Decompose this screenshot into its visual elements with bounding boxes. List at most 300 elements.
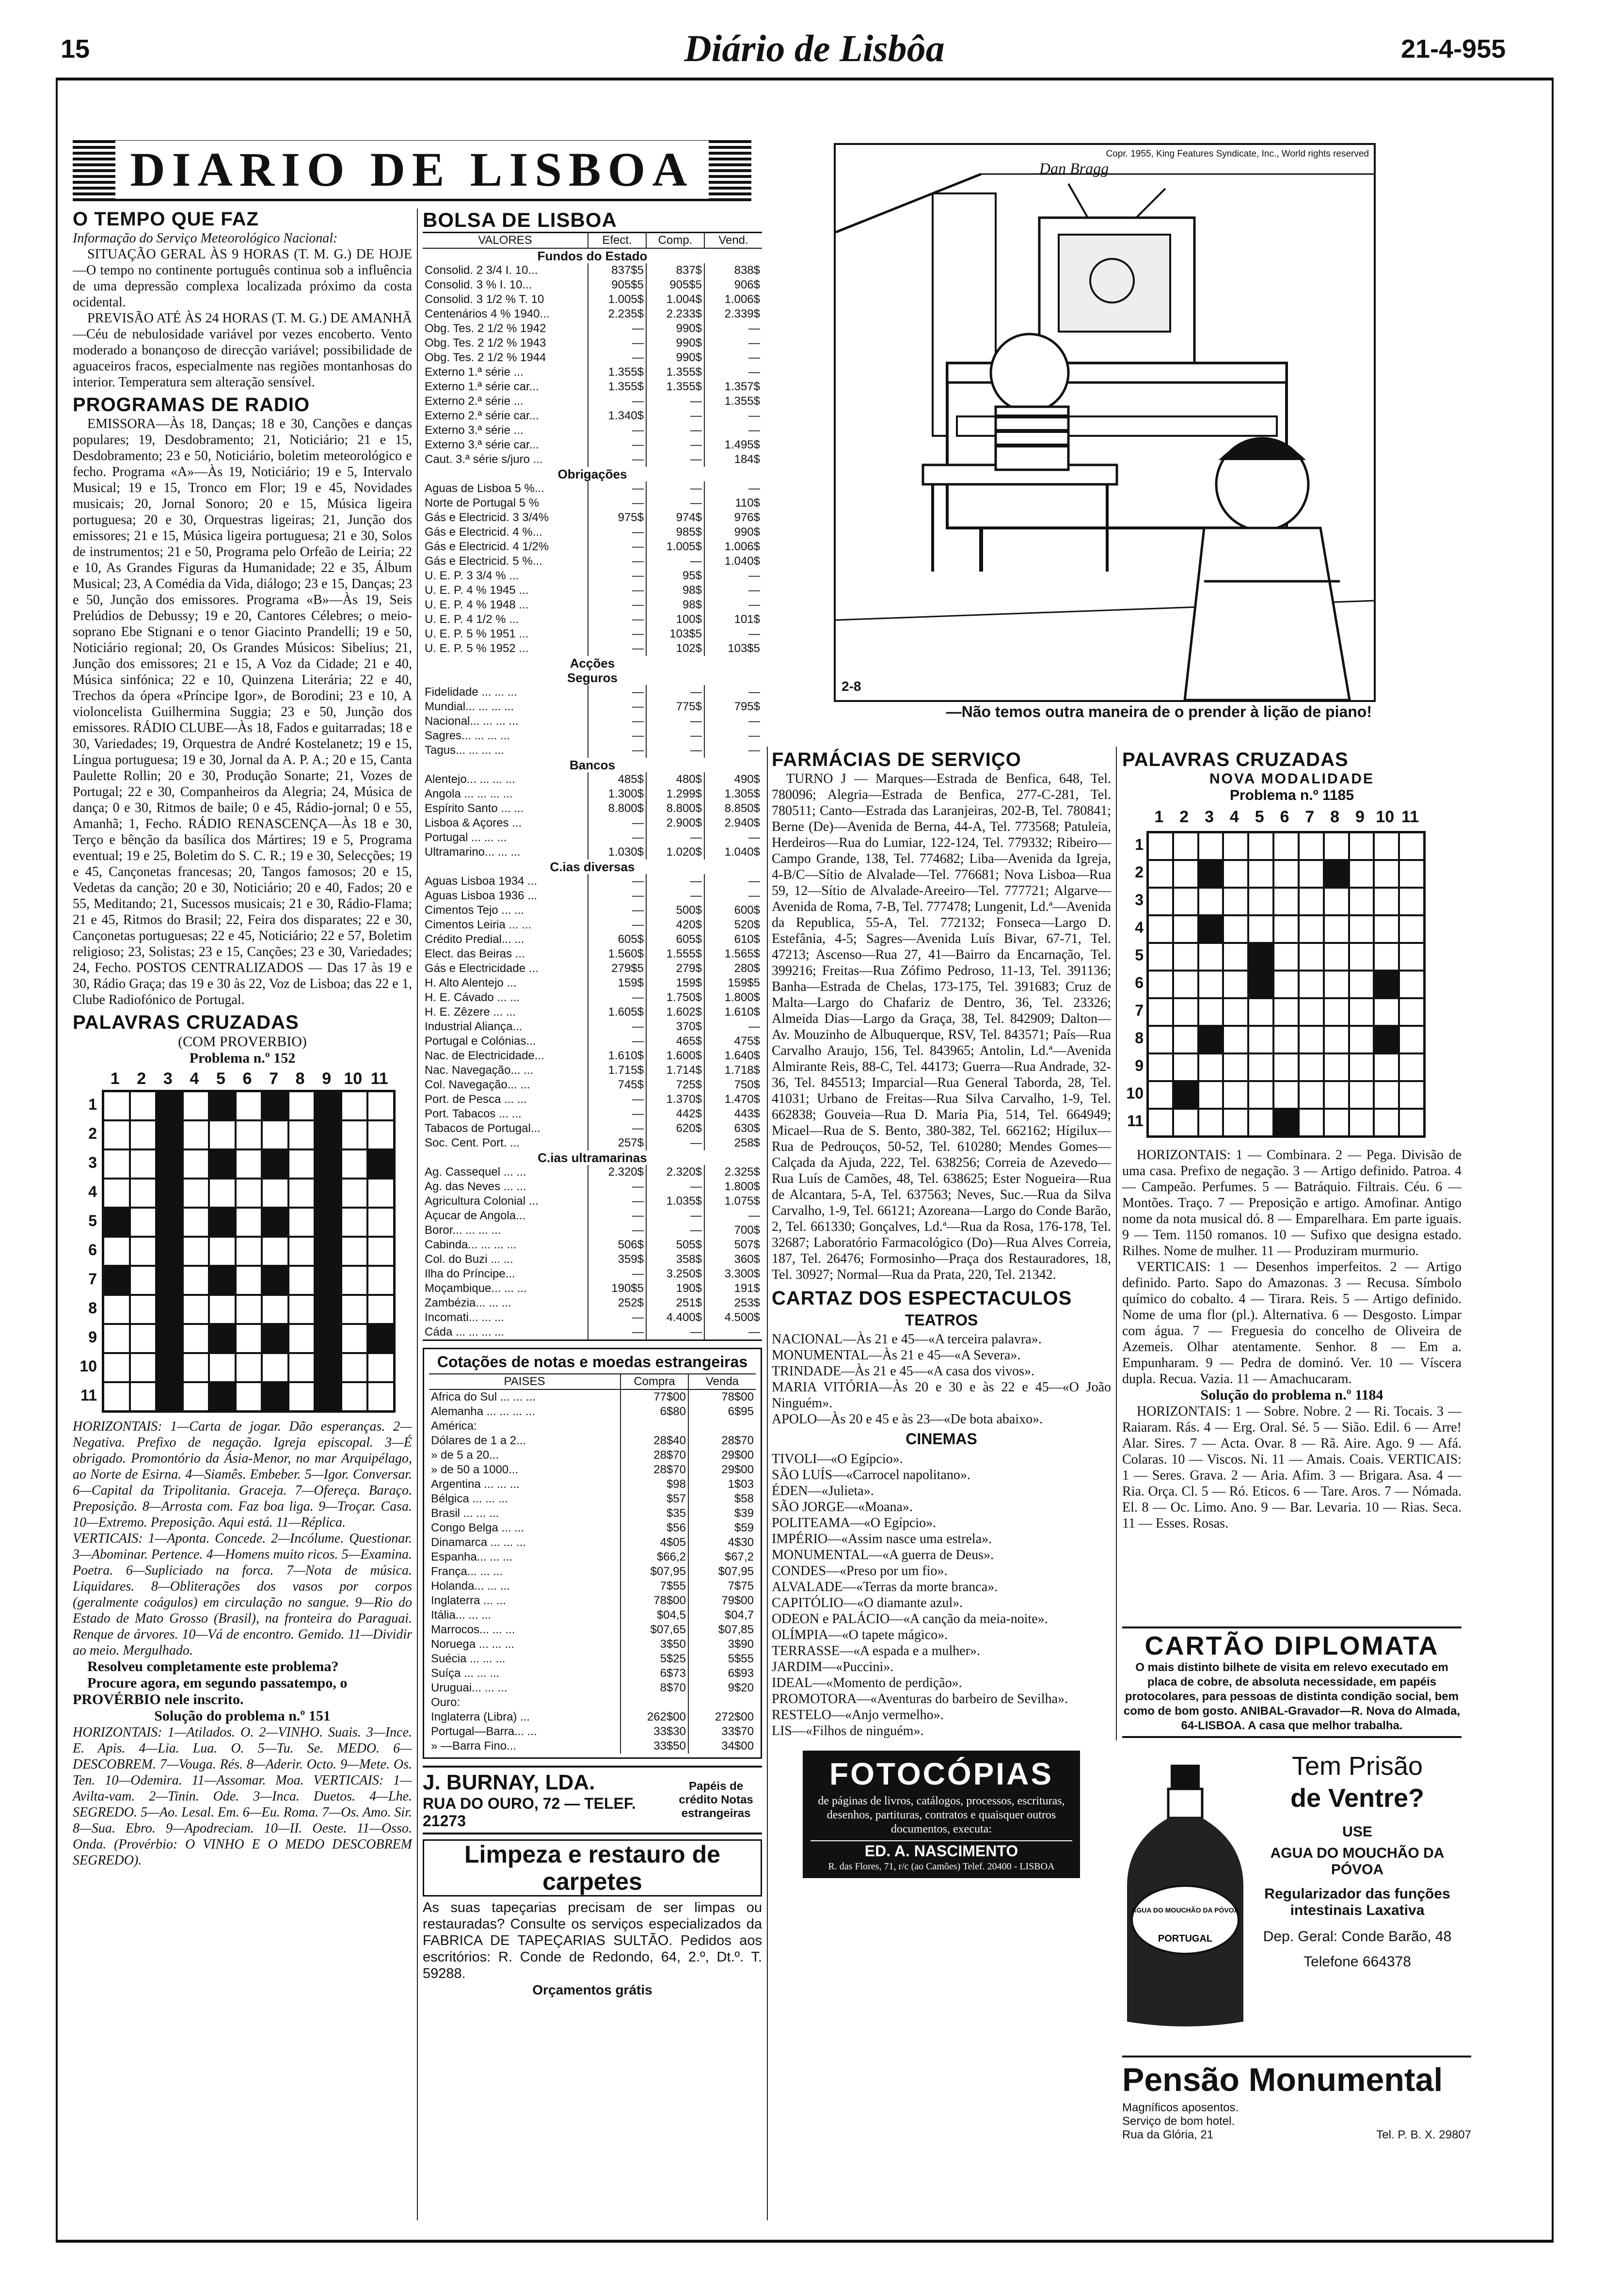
crossword-cell[interactable] <box>156 1179 183 1208</box>
crossword-cell[interactable] <box>315 1353 341 1382</box>
bolsa-cell-value: — <box>588 700 646 714</box>
crossword-cell[interactable] <box>367 1353 394 1382</box>
crossword-cell[interactable] <box>1299 943 1324 971</box>
crossword-cell[interactable] <box>367 1295 394 1324</box>
cotacoes-cell-country: » de 50 a 1000... <box>431 1463 519 1476</box>
crossword-cell[interactable] <box>1299 832 1324 860</box>
bolsa-row <box>423 1223 762 1238</box>
crossword-cell[interactable] <box>1198 888 1224 915</box>
crossword-cell[interactable] <box>1399 1109 1424 1136</box>
crossword-cell[interactable] <box>1148 888 1173 915</box>
crossword-cell[interactable] <box>183 1266 209 1295</box>
bolsa-cell-value: 190$ <box>646 1281 704 1296</box>
crossword-cell[interactable] <box>1148 1026 1173 1053</box>
crossword-cell[interactable] <box>1324 888 1349 915</box>
crossword-cell[interactable] <box>156 1208 183 1237</box>
cinema-item: MONUMENTAL—«A guerra de Deus». <box>772 1547 994 1563</box>
bolsa-cell-value: — <box>704 365 762 380</box>
crossword-cell[interactable] <box>1223 1109 1248 1136</box>
bolsa-cell-value: 990$ <box>704 525 762 540</box>
bolsa-cell-value: — <box>588 903 646 918</box>
crossword-cell[interactable] <box>103 1091 130 1120</box>
crossword-cell[interactable] <box>1273 1026 1299 1053</box>
crossword-cell[interactable] <box>315 1266 341 1295</box>
crossword-col-number: 1 <box>110 1069 120 1088</box>
bolsa-cell-value: 102$ <box>646 641 704 656</box>
crossword-cell[interactable] <box>1173 943 1198 971</box>
crossword-cell[interactable] <box>315 1382 341 1411</box>
crossword-cell[interactable] <box>288 1295 315 1324</box>
crossword-cell[interactable] <box>1324 1109 1349 1136</box>
crossword-cell[interactable] <box>183 1382 209 1411</box>
crossword-cell[interactable] <box>209 1208 236 1237</box>
crossword-cell[interactable] <box>183 1324 209 1353</box>
crossword-cell[interactable] <box>1273 832 1299 860</box>
crossword-cell[interactable] <box>1173 888 1198 915</box>
crossword-cell[interactable] <box>1299 998 1324 1026</box>
crossword-cell[interactable] <box>1349 860 1374 888</box>
crossword-cell[interactable] <box>1173 1081 1198 1109</box>
crossword-cell[interactable] <box>1148 1081 1173 1109</box>
crossword-cell[interactable] <box>1299 1109 1324 1136</box>
crossword-cell[interactable] <box>1273 998 1299 1026</box>
crossword-cell[interactable] <box>236 1237 262 1266</box>
crossword-cell[interactable] <box>1223 1053 1248 1081</box>
crossword-cell[interactable] <box>1374 998 1399 1026</box>
crossword-cell[interactable] <box>288 1237 315 1266</box>
crossword-cell[interactable] <box>1299 1053 1324 1081</box>
crossword-cell[interactable] <box>1173 1109 1198 1136</box>
cotacoes-cell-value: 29$00 <box>688 1463 756 1477</box>
crossword-cell[interactable] <box>209 1266 236 1295</box>
crossword-cell[interactable] <box>1349 1026 1374 1053</box>
crossword-cell[interactable] <box>262 1237 288 1266</box>
bolsa-row <box>423 1238 762 1252</box>
crossword-cell[interactable] <box>130 1295 157 1324</box>
crossword-cell[interactable] <box>209 1237 236 1266</box>
crossword-cell[interactable] <box>341 1324 368 1353</box>
crossword-cell[interactable] <box>1248 998 1273 1026</box>
crossword-cell[interactable] <box>156 1266 183 1295</box>
cartoon-copyright: Copr. 1955, King Features Syndicate, Inc., World rights reserved <box>1106 149 1369 159</box>
crossword-cell[interactable] <box>341 1382 368 1411</box>
crossword-cell[interactable] <box>1173 1053 1198 1081</box>
crossword-cell[interactable] <box>236 1353 262 1382</box>
crossword-cell[interactable] <box>1349 1081 1374 1109</box>
crossword-cell[interactable] <box>367 1208 394 1237</box>
crossword-cell[interactable] <box>1273 1053 1299 1081</box>
crossword-cell[interactable] <box>315 1324 341 1353</box>
crossword-cell[interactable] <box>183 1179 209 1208</box>
crossword-cell[interactable] <box>341 1353 368 1382</box>
crossword-cell[interactable] <box>103 1120 130 1149</box>
crossword-cell[interactable] <box>1299 860 1324 888</box>
crossword-cell[interactable] <box>315 1208 341 1237</box>
cotacoes-row <box>429 1404 756 1419</box>
cartoon-caption: —Não temos outra maneira de o prender à lição de piano! <box>946 703 1372 720</box>
crossword-cell[interactable] <box>288 1091 315 1120</box>
teatro-item: NACIONAL—Às 21 e 45—«A terceira palavra». <box>772 1332 1042 1347</box>
crossword-cell[interactable] <box>236 1120 262 1149</box>
crossword-cell[interactable] <box>156 1091 183 1120</box>
crossword-cell[interactable] <box>288 1179 315 1208</box>
crossword-cell[interactable] <box>236 1324 262 1353</box>
column-divider-2 <box>767 747 768 2220</box>
bolsa-row <box>423 263 762 278</box>
crossword-cell[interactable] <box>103 1179 130 1208</box>
crossword-cell[interactable] <box>1299 1081 1324 1109</box>
bolsa-cell-value: — <box>704 1209 762 1223</box>
bolsa-cell-value: — <box>588 1310 646 1325</box>
crossword-cell[interactable] <box>1223 998 1248 1026</box>
crossword-cell[interactable] <box>1198 998 1224 1026</box>
crossword-cell[interactable] <box>1273 1109 1299 1136</box>
crossword-cell[interactable] <box>1148 1053 1173 1081</box>
crossword-cell[interactable] <box>1399 888 1424 915</box>
crossword-cell[interactable] <box>367 1091 394 1120</box>
crossword-cell[interactable] <box>1374 1026 1399 1053</box>
cotacoes-cell-value: 33$70 <box>688 1724 756 1739</box>
crossword-cell[interactable] <box>236 1382 262 1411</box>
crossword-row-number: 2 <box>1135 863 1144 881</box>
crossword-cell[interactable] <box>288 1266 315 1295</box>
crossword-cell[interactable] <box>1173 832 1198 860</box>
crossword-cell[interactable] <box>367 1382 394 1411</box>
bolsa-cell-name: Gás e Electricid. 4 %... <box>425 526 542 539</box>
crossword-cell[interactable] <box>1399 1053 1424 1081</box>
crossword-cell[interactable] <box>1173 998 1198 1026</box>
crossword-cell[interactable] <box>209 1120 236 1149</box>
crossword-cell[interactable] <box>315 1120 341 1149</box>
crossword-cell[interactable] <box>341 1120 368 1149</box>
crossword-cell[interactable] <box>367 1149 394 1179</box>
crossword-cell[interactable] <box>341 1149 368 1179</box>
crossword-cell[interactable] <box>1324 1026 1349 1053</box>
crossword-cell[interactable] <box>1198 1081 1224 1109</box>
crossword-cell[interactable] <box>1198 860 1224 888</box>
crossword-cell[interactable] <box>1248 888 1273 915</box>
crossword-cell[interactable] <box>1148 915 1173 943</box>
agua-desc: Regularizador das funções intestinais Laxativa <box>1264 1886 1450 1918</box>
crossword-cell[interactable] <box>1324 832 1349 860</box>
crossword-cell[interactable] <box>1399 971 1424 998</box>
crossword-left-grid <box>102 1090 396 1413</box>
bolsa-row <box>423 394 762 409</box>
crossword-cell[interactable] <box>156 1149 183 1179</box>
crossword-cell[interactable] <box>1299 971 1324 998</box>
crossword-cell[interactable] <box>130 1266 157 1295</box>
crossword-cell[interactable] <box>236 1266 262 1295</box>
crossword-cell[interactable] <box>1148 971 1173 998</box>
crossword-left-question-1: Resolveu completamente este problema? <box>87 1658 339 1674</box>
crossword-cell[interactable] <box>1399 1026 1424 1053</box>
crossword-cell[interactable] <box>103 1208 130 1237</box>
bolsa-section-name: C.ias diversas <box>550 860 635 874</box>
crossword-col-number: 8 <box>295 1069 305 1088</box>
bolsa-cell-value: 2.940$ <box>704 816 762 830</box>
crossword-cell[interactable] <box>236 1295 262 1324</box>
crossword-cell[interactable] <box>130 1120 157 1149</box>
crossword-cell[interactable] <box>209 1149 236 1179</box>
crossword-cell[interactable] <box>1324 860 1349 888</box>
crossword-cell[interactable] <box>236 1091 262 1120</box>
crossword-cell[interactable] <box>209 1179 236 1208</box>
crossword-cell[interactable] <box>367 1266 394 1295</box>
crossword-cell[interactable] <box>1374 1053 1399 1081</box>
crossword-cell[interactable] <box>288 1208 315 1237</box>
crossword-cell[interactable] <box>1349 971 1374 998</box>
crossword-cell[interactable] <box>1374 915 1399 943</box>
crossword-cell[interactable] <box>1324 943 1349 971</box>
crossword-cell[interactable] <box>1198 971 1224 998</box>
crossword-cell[interactable] <box>1273 888 1299 915</box>
crossword-cell[interactable] <box>1299 1026 1324 1053</box>
cotacoes-cell-value: $57 <box>620 1492 688 1506</box>
crossword-cell[interactable] <box>156 1382 183 1411</box>
crossword-cell[interactable] <box>1248 1081 1273 1109</box>
crossword-cell[interactable] <box>1248 971 1273 998</box>
bolsa-cell-name: Agricultura Colonial ... <box>425 1195 539 1208</box>
crossword-cell[interactable] <box>341 1091 368 1120</box>
crossword-col-number: 9 <box>1355 808 1365 826</box>
crossword-cell[interactable] <box>1349 915 1374 943</box>
crossword-cell[interactable] <box>1248 832 1273 860</box>
crossword-cell[interactable] <box>1148 943 1173 971</box>
crossword-cell[interactable] <box>1148 832 1173 860</box>
crossword-cell[interactable] <box>262 1149 288 1179</box>
crossword-cell[interactable] <box>183 1353 209 1382</box>
bolsa-cell-value: — <box>704 423 762 438</box>
crossword-cell[interactable] <box>367 1324 394 1353</box>
bolsa-cell-value: — <box>588 1209 646 1223</box>
crossword-cell[interactable] <box>1223 915 1248 943</box>
crossword-cell[interactable] <box>1349 1109 1374 1136</box>
crossword-cell[interactable] <box>1223 1081 1248 1109</box>
crossword-cell[interactable] <box>1299 888 1324 915</box>
crossword-cell[interactable] <box>1273 943 1299 971</box>
crossword-cell[interactable] <box>1374 943 1399 971</box>
pensao-title: Pensão Monumental <box>1122 2061 1443 2098</box>
crossword-cell[interactable] <box>1324 1081 1349 1109</box>
crossword-cell[interactable] <box>209 1295 236 1324</box>
crossword-cell[interactable] <box>1198 1053 1224 1081</box>
crossword-cell[interactable] <box>1223 1026 1248 1053</box>
crossword-cell[interactable] <box>130 1237 157 1266</box>
crossword-cell[interactable] <box>1349 998 1374 1026</box>
crossword-cell[interactable] <box>341 1237 368 1266</box>
crossword-cell[interactable] <box>1399 915 1424 943</box>
crossword-right-clues-h: HORIZONTAIS: 1 — Combinara. 2 — Pega. Divisão de uma casa. Prefixo de negação. 3 — Artigo definido. Patroa. 4 — Campeão. Perfumes. 5 — Batráquio. Filtrais. Céu. 6 — Montões. Traço. 7 — Preposição e artigo. Amofinar. Antigo nome da nota musical dó. 8 — Emparelhara. Em parte iguais. 9 — Tem. 1150 romanos. 10 — Sufixo que designa estado. Rilhes. Nome de mulher. 11 — Produziram murmurio. <box>1122 1148 1462 1259</box>
crossword-cell[interactable] <box>1374 971 1399 998</box>
crossword-cell[interactable] <box>1248 943 1273 971</box>
crossword-cell[interactable] <box>1374 1109 1399 1136</box>
crossword-cell[interactable] <box>367 1179 394 1208</box>
crossword-cell[interactable] <box>209 1382 236 1411</box>
crossword-cell[interactable] <box>183 1237 209 1266</box>
crossword-cell[interactable] <box>1198 832 1224 860</box>
crossword-cell[interactable] <box>1324 1053 1349 1081</box>
crossword-cell[interactable] <box>1223 971 1248 998</box>
crossword-col-number: 3 <box>163 1069 173 1088</box>
crossword-cell[interactable] <box>1173 1026 1198 1053</box>
crossword-cell[interactable] <box>315 1179 341 1208</box>
bolsa-cell-value: 1.555$ <box>646 947 704 961</box>
crossword-cell[interactable] <box>103 1295 130 1324</box>
crossword-cell[interactable] <box>288 1353 315 1382</box>
bolsa-cell-value: 1.355$ <box>704 394 762 409</box>
crossword-cell[interactable] <box>288 1149 315 1179</box>
crossword-cell[interactable] <box>1273 915 1299 943</box>
crossword-cell[interactable] <box>1173 915 1198 943</box>
crossword-cell[interactable] <box>1374 888 1399 915</box>
crossword-cell[interactable] <box>156 1353 183 1382</box>
crossword-cell[interactable] <box>183 1120 209 1149</box>
crossword-cell[interactable] <box>1374 832 1399 860</box>
crossword-cell[interactable] <box>130 1382 157 1411</box>
crossword-cell[interactable] <box>1223 888 1248 915</box>
crossword-cell[interactable] <box>341 1266 368 1295</box>
crossword-cell[interactable] <box>103 1149 130 1179</box>
bolsa-cell-value: — <box>588 481 646 496</box>
crossword-cell[interactable] <box>1374 860 1399 888</box>
crossword-cell[interactable] <box>262 1295 288 1324</box>
crossword-cell[interactable] <box>1223 943 1248 971</box>
crossword-cell[interactable] <box>236 1149 262 1179</box>
crossword-cell[interactable] <box>1273 1081 1299 1109</box>
crossword-cell[interactable] <box>1349 1053 1374 1081</box>
crossword-cell[interactable] <box>1248 915 1273 943</box>
crossword-cell[interactable] <box>1173 860 1198 888</box>
fotocopias-body: de páginas de livros, catálogos, processos, escrituras, desenhos, partituras, contratos e quaisquer outros documentos, executa: <box>818 1795 1065 1835</box>
crossword-cell[interactable] <box>156 1120 183 1149</box>
crossword-cell[interactable] <box>1374 1081 1399 1109</box>
crossword-cell[interactable] <box>130 1149 157 1179</box>
crossword-cell[interactable] <box>1273 971 1299 998</box>
crossword-cell[interactable] <box>103 1324 130 1353</box>
crossword-cell[interactable] <box>1248 1053 1273 1081</box>
crossword-cell[interactable] <box>130 1179 157 1208</box>
crossword-cell[interactable] <box>1248 860 1273 888</box>
crossword-cell[interactable] <box>183 1149 209 1179</box>
crossword-cell[interactable] <box>1324 915 1349 943</box>
crossword-cell[interactable] <box>1198 1026 1224 1053</box>
bolsa-table <box>423 232 762 1341</box>
crossword-cell[interactable] <box>1324 998 1349 1026</box>
crossword-cell[interactable] <box>209 1091 236 1120</box>
crossword-cell[interactable] <box>236 1179 262 1208</box>
pensao-body-2: Serviço de bom hotel. <box>1122 2115 1235 2128</box>
cotacoes-row <box>429 1419 756 1434</box>
crossword-cell[interactable] <box>1399 832 1424 860</box>
crossword-cell[interactable] <box>130 1324 157 1353</box>
crossword-cell[interactable] <box>1223 832 1248 860</box>
crossword-cell[interactable] <box>1324 971 1349 998</box>
crossword-cell[interactable] <box>341 1208 368 1237</box>
bolsa-row <box>423 423 762 438</box>
bolsa-cell-value: — <box>588 336 646 351</box>
bolsa-cell-name: U. E. P. 4 1/2 % ... <box>425 613 519 626</box>
crossword-cell[interactable] <box>262 1382 288 1411</box>
bolsa-row <box>423 918 762 932</box>
crossword-cell[interactable] <box>103 1237 130 1266</box>
crossword-cell[interactable] <box>103 1266 130 1295</box>
crossword-cell[interactable] <box>1399 1081 1424 1109</box>
crossword-cell[interactable] <box>1273 860 1299 888</box>
crossword-cell[interactable] <box>209 1353 236 1382</box>
crossword-cell[interactable] <box>1349 832 1374 860</box>
crossword-cell[interactable] <box>103 1382 130 1411</box>
crossword-cell[interactable] <box>288 1382 315 1411</box>
crossword-cell[interactable] <box>1148 998 1173 1026</box>
crossword-cell[interactable] <box>1299 915 1324 943</box>
crossword-cell[interactable] <box>1349 888 1374 915</box>
cotacoes-cell-value: $07,85 <box>688 1623 756 1637</box>
crossword-cell[interactable] <box>130 1091 157 1120</box>
crossword-cell[interactable] <box>1223 860 1248 888</box>
crossword-cell[interactable] <box>1248 1026 1273 1053</box>
crossword-cell[interactable] <box>1173 971 1198 998</box>
crossword-cell[interactable] <box>130 1208 157 1237</box>
crossword-cell[interactable] <box>288 1324 315 1353</box>
crossword-cell[interactable] <box>262 1324 288 1353</box>
bolsa-cell-value: 465$ <box>646 1034 704 1049</box>
crossword-cell[interactable] <box>315 1149 341 1179</box>
bolsa-cell-value: — <box>588 583 646 598</box>
crossword-cell[interactable] <box>341 1295 368 1324</box>
column-1 <box>73 208 412 1868</box>
crossword-cell[interactable] <box>1399 860 1424 888</box>
crossword-cell[interactable] <box>130 1353 157 1382</box>
crossword-cell[interactable] <box>1399 943 1424 971</box>
bolsa-section-name: Obrigações <box>557 467 627 481</box>
crossword-cell[interactable] <box>315 1295 341 1324</box>
crossword-cell[interactable] <box>262 1208 288 1237</box>
crossword-cell[interactable] <box>209 1324 236 1353</box>
crossword-cell[interactable] <box>183 1091 209 1120</box>
crossword-cell[interactable] <box>1148 1109 1173 1136</box>
crossword-cell[interactable] <box>262 1179 288 1208</box>
crossword-cell[interactable] <box>367 1237 394 1266</box>
cinema-item: RESTELO—«Anjo vermelho». <box>772 1707 944 1722</box>
crossword-cell[interactable] <box>262 1266 288 1295</box>
crossword-cell[interactable] <box>262 1091 288 1120</box>
crossword-cell[interactable] <box>1148 860 1173 888</box>
crossword-cell[interactable] <box>183 1295 209 1324</box>
crossword-cell[interactable] <box>367 1120 394 1149</box>
crossword-cell[interactable] <box>315 1091 341 1120</box>
crossword-cell[interactable] <box>236 1208 262 1237</box>
crossword-cell[interactable] <box>262 1120 288 1149</box>
crossword-cell[interactable] <box>341 1179 368 1208</box>
crossword-cell[interactable] <box>288 1120 315 1149</box>
crossword-cell[interactable] <box>1198 1109 1224 1136</box>
crossword-cell[interactable] <box>1198 915 1224 943</box>
crossword-cell[interactable] <box>156 1237 183 1266</box>
crossword-cell[interactable] <box>262 1353 288 1382</box>
crossword-cell[interactable] <box>1248 1109 1273 1136</box>
crossword-cell[interactable] <box>103 1353 130 1382</box>
crossword-cell[interactable] <box>156 1324 183 1353</box>
crossword-cell[interactable] <box>183 1208 209 1237</box>
cotacoes-cell-country: Argentina ... ... ... <box>431 1478 520 1491</box>
bolsa-cell-value: 1.005$ <box>588 292 646 307</box>
bolsa-cell-value: 475$ <box>704 1034 762 1049</box>
crossword-cell[interactable] <box>315 1237 341 1266</box>
crossword-cell[interactable] <box>156 1295 183 1324</box>
crossword-cell[interactable] <box>1349 943 1374 971</box>
crossword-cell[interactable] <box>1399 998 1424 1026</box>
crossword-cell[interactable] <box>1198 943 1224 971</box>
